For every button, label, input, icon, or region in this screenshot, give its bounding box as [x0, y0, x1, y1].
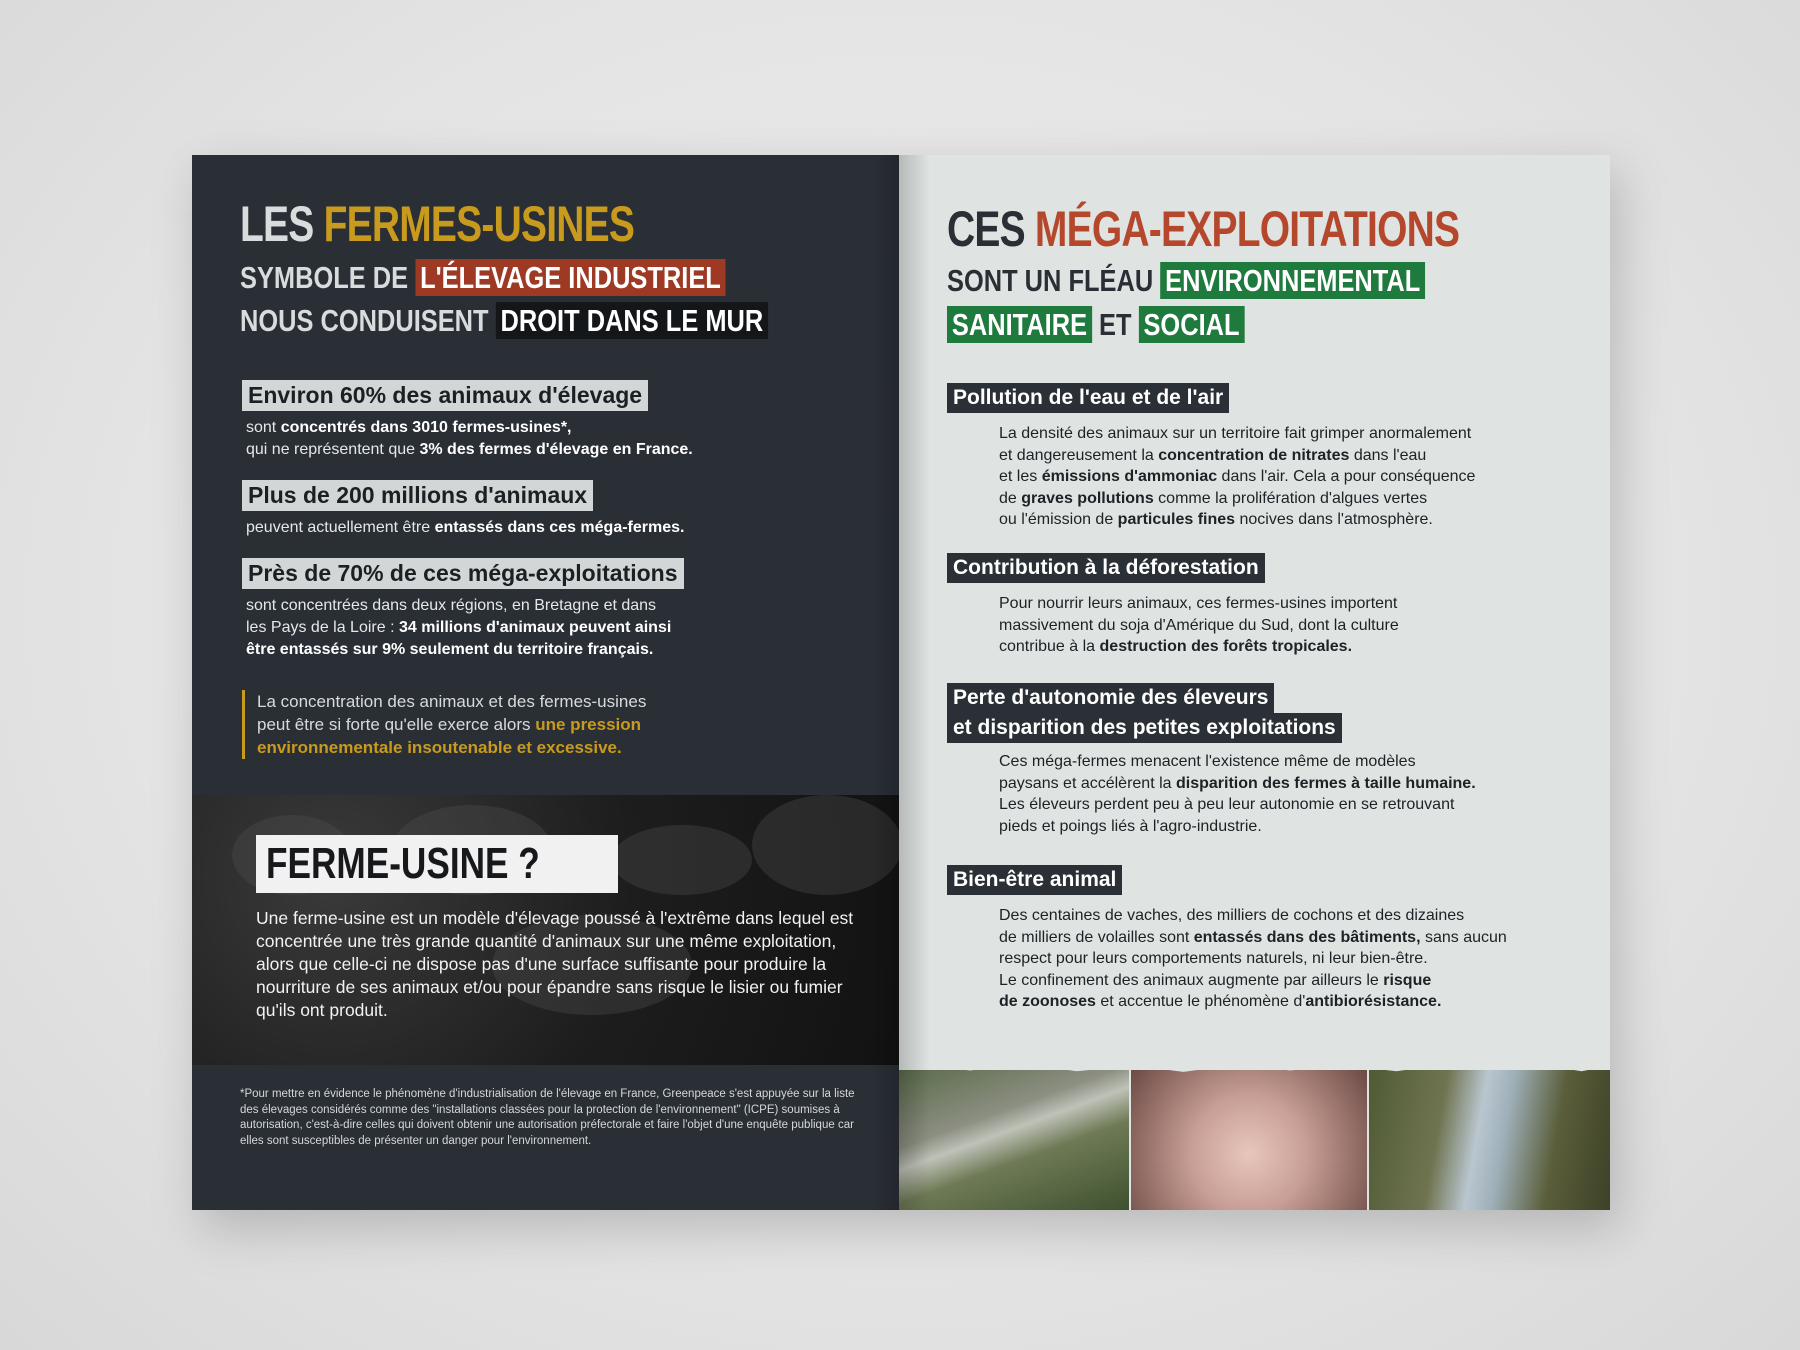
- quote-line: La concentration des animaux et des fermes-usines: [257, 692, 647, 711]
- left-page-title: [240, 195, 634, 253]
- section-pollution: [947, 383, 1569, 531]
- body-emphasis: graves pollutions: [1021, 489, 1154, 507]
- body-text: et les: [999, 468, 1042, 485]
- section-body: [999, 423, 1569, 531]
- title-highlight: FERMES-USINES: [323, 196, 635, 252]
- quote-line: peut être si forte qu'elle exerce alors: [257, 715, 536, 734]
- right-page: [899, 155, 1610, 1210]
- body-text: Le confinement des animaux augmente par ailleurs le: [999, 971, 1384, 989]
- subtitle-prefix: SONT UN FLÉAU: [947, 263, 1161, 298]
- body-emphasis: émissions d'ammoniac: [1041, 468, 1218, 485]
- pressure-quote: [242, 690, 817, 759]
- stat-text: sont concentrées dans deux régions, en Bretagne et dans: [246, 597, 657, 614]
- body-emphasis: disparition des fermes à taille humaine.: [1176, 774, 1476, 792]
- stat-body: [246, 417, 693, 461]
- body-text: dans l'eau: [1349, 446, 1427, 464]
- subtitle-highlight: DROIT DANS LE MUR: [496, 302, 769, 339]
- stat-body: [246, 517, 684, 539]
- stat-body: [246, 595, 684, 661]
- subtitle-connector: ET: [1091, 307, 1139, 342]
- body-emphasis: antibiorésistance.: [1305, 993, 1442, 1010]
- section-title: Contribution à la déforestation: [947, 553, 1265, 583]
- stat-block-1: [242, 380, 693, 461]
- footnote: *Pour mettre en évidence le phénomène d'industrialisation de l'élevage en France, Greenpeace s'est appuyée sur la liste des élevages considérés comme des "installations classées pour la protection de l'environnement" (ICPE) soumises à autorisation, c'est-à-dire celles qui doivent obtenir une autorisation préfectorale et faire l'objet d'une enquête publique car elles sont susceptibles de présenter un danger pour l'environnement.: [240, 1088, 855, 1147]
- section-body: [999, 751, 1569, 837]
- body-text: sans aucun: [1420, 928, 1507, 946]
- right-subtitle-1: [947, 263, 1425, 299]
- body-line: La densité des animaux sur un territoire fait grimper anormalement: [999, 425, 1472, 442]
- section-body: [999, 905, 1569, 1013]
- title-prefix: CES: [947, 201, 1035, 257]
- photo-strip: [899, 1060, 1610, 1210]
- stat-block-2: [242, 480, 684, 539]
- stat-text: les Pays de la Loire :: [246, 619, 399, 636]
- body-line: massivement du soja d'Amérique du Sud, dont la culture: [999, 616, 1399, 634]
- photo-texture: [612, 825, 752, 895]
- body-emphasis: risque: [1383, 971, 1432, 989]
- body-emphasis: particules fines: [1117, 511, 1236, 528]
- section-title: et disparition des petites exploitations: [947, 713, 1342, 743]
- stat-block-3: [242, 558, 684, 661]
- body-text: et dangereusement la: [999, 446, 1159, 464]
- stat-emphasis: concentrés dans 3010 fermes-usines*,: [280, 419, 572, 436]
- subtitle-highlight: ENVIRONNEMENTAL: [1160, 262, 1425, 299]
- photo-texture: [752, 795, 899, 895]
- polluted-stream-photo: [1369, 1070, 1610, 1210]
- section-title: Pollution de l'eau et de l'air: [947, 383, 1229, 413]
- ferme-usine-definition: Une ferme-usine est un modèle d'élevage poussé à l'extrême dans lequel est concentrée une très grande quantité d'animaux sur une même exploitation, alors que celle-ci ne dispose pas d'une surface suffisante pour produire la nourriture de ses animaux et/ou pour épandre sans risque le lisier ou fumier qu'ils ont produit.: [256, 908, 854, 1020]
- body-text: dans l'air. Cela a pour conséquence: [1217, 468, 1476, 485]
- body-line: Ces méga-fermes menacent l'existence même de modèles: [999, 753, 1416, 770]
- body-line: respect pour leurs comportements naturels, ni leur bien-être.: [999, 950, 1428, 967]
- stat-text: peuvent actuellement être: [246, 519, 435, 536]
- right-subtitle-2: [947, 307, 1244, 343]
- right-page-title: [947, 200, 1459, 258]
- section-deforestation: [947, 553, 1569, 658]
- body-text: paysans et accélèrent la: [999, 774, 1176, 792]
- stat-title: Près de 70% de ces méga-exploitations: [242, 558, 684, 589]
- pigs-photo: [1131, 1070, 1367, 1210]
- section-body: [999, 593, 1569, 658]
- body-text: contribue à la: [999, 638, 1100, 655]
- stat-text: qui ne représentent que: [246, 441, 420, 458]
- body-text: de milliers de volailles sont: [999, 928, 1194, 946]
- stat-emphasis: entassés dans ces méga-fermes.: [434, 519, 685, 536]
- section-title: Bien-être animal: [947, 865, 1122, 895]
- body-line: pieds et poings liés à l'agro-industrie.: [999, 817, 1262, 835]
- body-emphasis: destruction des forêts tropicales.: [1099, 638, 1353, 655]
- quote-emphasis: environnementale insoutenable et excessive.: [257, 738, 622, 757]
- stat-emphasis: 34 millions d'animaux peuvent ainsi: [398, 619, 672, 636]
- stat-emphasis: être entassés sur 9% seulement du territoire français.: [246, 641, 654, 658]
- subtitle-prefix: NOUS CONDUISENT: [240, 303, 496, 338]
- section-bien-etre: [947, 865, 1569, 1013]
- stat-title: Environ 60% des animaux d'élevage: [242, 380, 648, 411]
- title-highlight: MÉGA-EXPLOITATIONS: [1034, 201, 1460, 257]
- section-title: Perte d'autonomie des éleveurs: [947, 683, 1274, 713]
- left-page: [192, 155, 899, 1210]
- ferme-usine-heading: [256, 835, 618, 893]
- body-line: Pour nourrir leurs animaux, ces fermes-usines importent: [999, 595, 1398, 612]
- body-line: Les éleveurs perdent peu à peu leur autonomie en se retrouvant: [999, 796, 1455, 813]
- body-text: et accentue le phénomène d': [1095, 993, 1306, 1010]
- body-text: ou l'émission de: [999, 511, 1118, 528]
- subtitle-highlight: SOCIAL: [1139, 306, 1245, 343]
- section-autonomie: [947, 683, 1569, 837]
- body-text: de: [999, 489, 1022, 507]
- left-subtitle-1: [240, 260, 726, 296]
- subtitle-prefix: SYMBOLE DE: [240, 260, 416, 295]
- stat-emphasis: 3% des fermes d'élevage en France.: [419, 441, 693, 458]
- body-emphasis: concentration de nitrates: [1158, 446, 1350, 464]
- stat-text: sont: [246, 419, 281, 436]
- body-emphasis: entassés dans des bâtiments,: [1193, 928, 1421, 946]
- body-text: nocives dans l'atmosphère.: [1235, 511, 1433, 528]
- body-text: comme la prolifération d'algues vertes: [1153, 489, 1428, 507]
- body-emphasis: de zoonoses: [999, 993, 1096, 1010]
- heading-text: FERME-USINE ?: [266, 839, 540, 888]
- subtitle-highlight: L'ÉLEVAGE INDUSTRIEL: [415, 259, 726, 296]
- quote-emphasis: une pression: [535, 715, 642, 734]
- left-subtitle-2: [240, 303, 768, 339]
- body-line: Des centaines de vaches, des milliers de cochons et des dizaines: [999, 907, 1465, 924]
- aerial-farm-photo: [899, 1070, 1129, 1210]
- stat-title: Plus de 200 millions d'animaux: [242, 480, 593, 511]
- title-prefix: LES: [240, 196, 324, 252]
- subtitle-highlight: SANITAIRE: [947, 306, 1092, 343]
